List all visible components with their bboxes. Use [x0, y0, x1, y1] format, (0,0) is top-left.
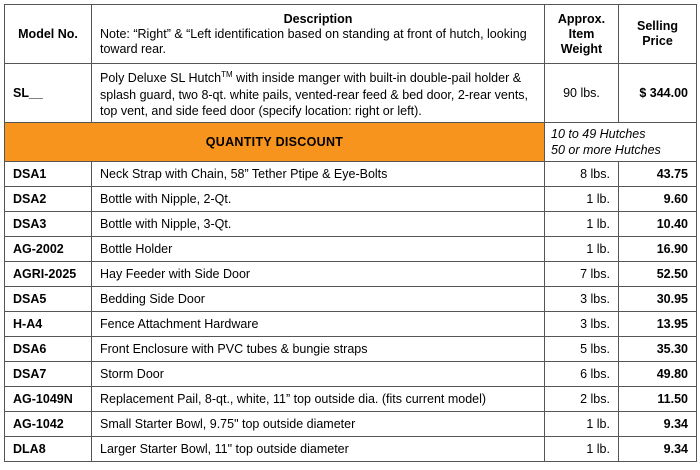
discount-tiers [545, 123, 697, 162]
discount-tier-1: 10 to 49 Hutches [551, 127, 646, 141]
table-row [5, 362, 697, 387]
item-price: 30.95 [619, 287, 697, 312]
item-price: 52.50 [619, 262, 697, 287]
item-model: H-A4 [5, 312, 92, 337]
item-weight: 1 lb. [545, 412, 619, 437]
item-weight: 5 lbs. [545, 337, 619, 362]
item-weight: 1 lb. [545, 237, 619, 262]
item-price: 43.75 [619, 162, 697, 187]
item-price: 49.80 [619, 362, 697, 387]
item-model: AG-1042 [5, 412, 92, 437]
item-weight: 3 lbs. [545, 287, 619, 312]
table-row [5, 187, 697, 212]
item-description: Neck Strap with Chain, 58” Tether Ptipe & Eye-Bolts [92, 162, 545, 187]
item-model: AG-1049N [5, 387, 92, 412]
item-description: Fence Attachment Hardware [92, 312, 545, 337]
header-weight: Approx. Item Weight [545, 5, 619, 64]
item-model: AG-2002 [5, 237, 92, 262]
hutch-row [5, 64, 697, 123]
item-weight: 3 lbs. [545, 312, 619, 337]
hutch-price: $ 344.00 [619, 64, 697, 123]
table-row [5, 312, 697, 337]
table-row [5, 412, 697, 437]
header-description-note: Note: “Right” & “Left identification based on standing at front of hutch, looking toward rear. [100, 26, 527, 56]
item-price: 10.40 [619, 212, 697, 237]
price-list-table [4, 4, 697, 462]
header-description [92, 5, 545, 64]
hutch-description-start: Poly Deluxe SL Hutch [100, 71, 222, 86]
item-model: DSA1 [5, 162, 92, 187]
item-price: 16.90 [619, 237, 697, 262]
item-weight: 2 lbs. [545, 387, 619, 412]
item-model: DLA8 [5, 437, 92, 462]
quantity-discount-banner: QUANTITY DISCOUNT [5, 123, 545, 162]
hutch-weight: 90 lbs. [545, 64, 619, 123]
hutch-description [92, 64, 545, 123]
item-weight: 1 lb. [545, 212, 619, 237]
table-row [5, 212, 697, 237]
item-model: DSA6 [5, 337, 92, 362]
item-description: Front Enclosure with PVC tubes & bungie straps [92, 337, 545, 362]
trademark-mark: TM [221, 70, 233, 80]
item-model: DSA3 [5, 212, 92, 237]
table-row [5, 162, 697, 187]
item-price: 9.34 [619, 412, 697, 437]
item-model: DSA5 [5, 287, 92, 312]
table-row [5, 337, 697, 362]
header-price: Selling Price [619, 5, 697, 64]
hutch-description-rest: with inside manger with built-in double-pail holder & splash guard, two 8-qt. white pails, vented-rear feed & bed door, 2-rear vents, top vent, and side feed door (specify location: right or left). [100, 71, 529, 118]
item-price: 9.34 [619, 437, 697, 462]
item-price: 9.60 [619, 187, 697, 212]
table-row [5, 437, 697, 462]
header-row [5, 5, 697, 64]
item-description: Bottle Holder [92, 237, 545, 262]
header-description-title: Description [283, 11, 353, 26]
item-model: AGRI-2025 [5, 262, 92, 287]
item-weight: 8 lbs. [545, 162, 619, 187]
item-price: 35.30 [619, 337, 697, 362]
item-weight: 1 lb. [545, 187, 619, 212]
table-row [5, 237, 697, 262]
item-description: Bottle with Nipple, 2-Qt. [92, 187, 545, 212]
header-model: Model No. [5, 5, 92, 64]
item-weight: 6 lbs. [545, 362, 619, 387]
table-row [5, 387, 697, 412]
price-list-body [5, 5, 697, 462]
item-model: DSA7 [5, 362, 92, 387]
item-description: Hay Feeder with Side Door [92, 262, 545, 287]
table-row [5, 287, 697, 312]
item-description: Bedding Side Door [92, 287, 545, 312]
discount-tier-2: 50 or more Hutches [551, 143, 661, 157]
item-weight: 1 lb. [545, 437, 619, 462]
item-description: Small Starter Bowl, 9.75" top outside diameter [92, 412, 545, 437]
item-price: 13.95 [619, 312, 697, 337]
item-description: Bottle with Nipple, 3-Qt. [92, 212, 545, 237]
quantity-discount-row [5, 123, 697, 162]
item-model: DSA2 [5, 187, 92, 212]
hutch-model: SL__ [5, 64, 92, 123]
table-row [5, 262, 697, 287]
item-description: Larger Starter Bowl, 11" top outside diameter [92, 437, 545, 462]
item-price: 11.50 [619, 387, 697, 412]
item-description: Storm Door [92, 362, 545, 387]
item-weight: 7 lbs. [545, 262, 619, 287]
item-description: Replacement Pail, 8-qt., white, 11” top outside dia. (fits current model) [92, 387, 545, 412]
